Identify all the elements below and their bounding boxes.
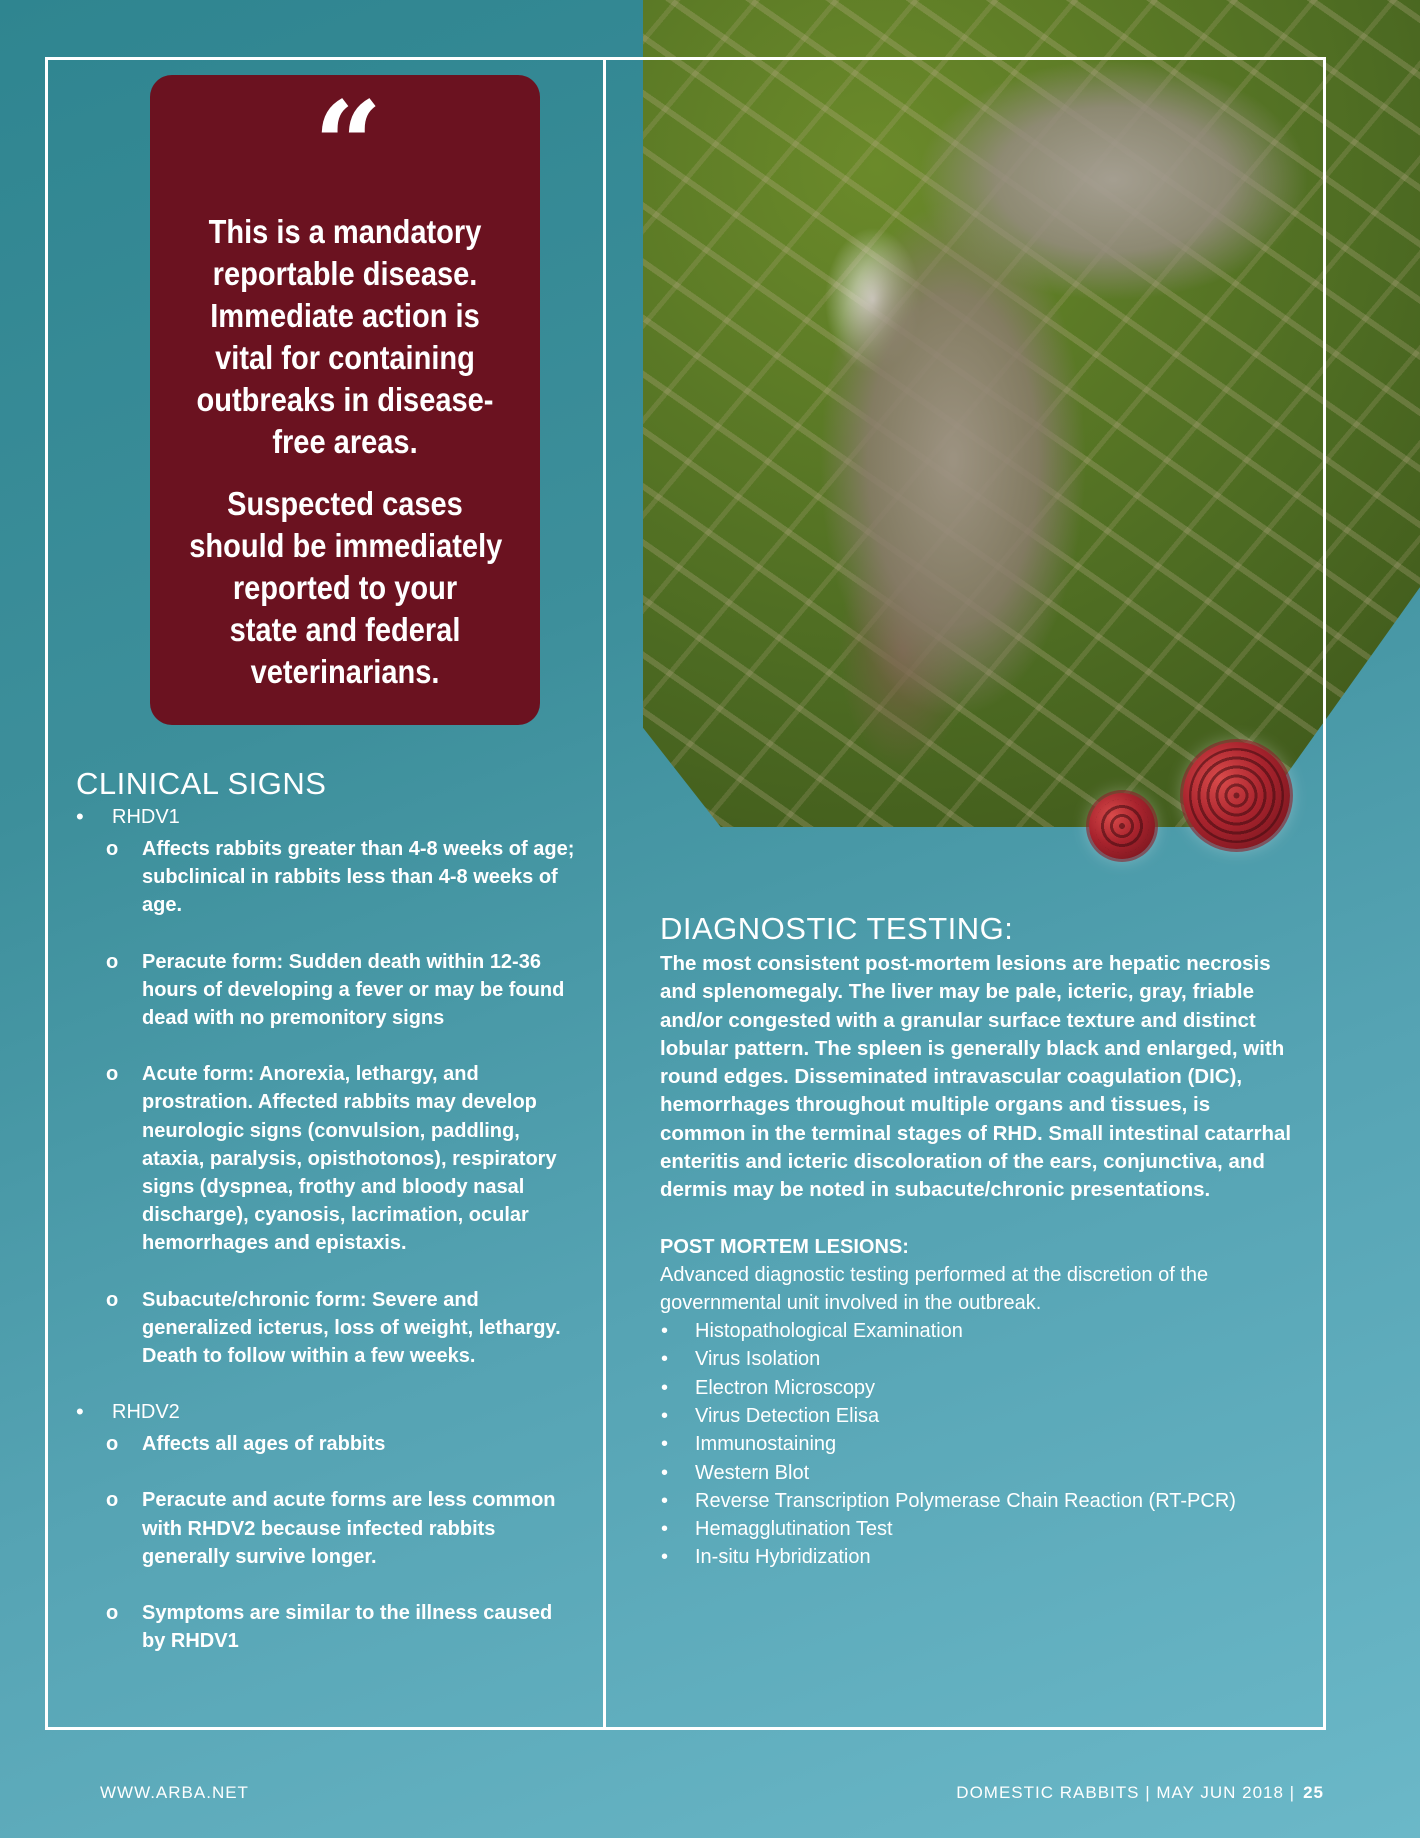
callout-paragraph-report <box>168 483 522 693</box>
list-item: o Peracute form: Sudden death within 12-36 hours of developing a fever or may be found dead with no premonitory signs <box>76 948 576 1033</box>
callout-line: outbreaks in disease- <box>196 381 494 418</box>
list-item: • Immunostaining <box>660 1430 1300 1458</box>
callout-line: reportable disease. <box>212 255 478 292</box>
rhdv1-label: • RHDV1 <box>76 803 576 831</box>
list-item: • Hemagglutination Test <box>660 1515 1300 1543</box>
footer-website: WWW.ARBA.NET <box>100 1783 249 1802</box>
callout-line: vital for containing <box>215 339 475 376</box>
list-item: • Western Blot <box>660 1459 1300 1487</box>
list-item: • Virus Isolation <box>660 1345 1300 1373</box>
list-item: • Reverse Transcription Polymerase Chain Reaction (RT-PCR) <box>660 1487 1300 1515</box>
test-list <box>660 1317 1300 1572</box>
post-mortem-intro: Advanced diagnostic testing performed at the discretion of the governmental unit involved in the outbreak. <box>660 1263 1209 1314</box>
callout-line: should be immediately <box>189 527 503 564</box>
callout-line: veterinarians. <box>250 653 440 690</box>
footer-publication-text: DOMESTIC RABBITS | MAY JUN 2018 | <box>956 1783 1296 1802</box>
list-item: • Histopathological Examination <box>660 1317 1300 1345</box>
callout-line: free areas. <box>272 423 418 460</box>
callout-line: state and federal <box>229 611 461 648</box>
list-item: • Electron Microscopy <box>660 1374 1300 1402</box>
callout-line: This is a mandatory <box>208 213 482 250</box>
list-item: o Symptoms are similar to the illness caused by RHDV1 <box>76 1599 576 1655</box>
list-item: o Affects rabbits greater than 4-8 weeks of age; subclinical in rabbits less than 4-8 weeks of age. <box>76 835 576 920</box>
list-item: o Acute form: Anorexia, lethargy, and prostration. Affected rabbits may develop neurologic signs (convulsion, paddling, ataxia, paralysis, opisthotonos), respiratory signs (dyspnea, frothy and bloody nasal discharge), cyanosis, lacrimation, ocular hemorrhages and epistaxis. <box>76 1060 576 1257</box>
callout-line: reported to your <box>232 569 458 606</box>
footer-publication <box>956 1783 1324 1803</box>
callout-line: Immediate action is <box>210 297 480 334</box>
page-number: 25 <box>1303 1783 1324 1802</box>
list-item: o Peracute and acute forms are less common with RHDV2 because infected rabbits generally survive longer. <box>76 1486 576 1571</box>
clinical-signs-section <box>76 765 576 1655</box>
list-item: • In-situ Hybridization <box>660 1543 1300 1571</box>
list-item: o Subacute/chronic form: Severe and generalized icterus, loss of weight, lethargy. Death to follow within a few weeks. <box>76 1286 576 1371</box>
callout-box <box>150 75 540 725</box>
diagnostic-body: The most consistent post-mortem lesions are hepatic necrosis and splenomegaly. The liver may be pale, icteric, gray, friable and/or congested with a granular surface texture and distinct lobular pattern. The spleen is generally black and enlarged, with round edges. Disseminated intravascular coagulation (DIC), hemorrhages throughout multiple organs and tissues, is common in the terminal stages of RHD. Small intestinal catarrhal enteritis and icteric discoloration of the ears, conjunctiva, and dermis may be noted in subacute/chronic presentations. <box>660 952 1292 1202</box>
clinical-signs-title: CLINICAL SIGNS <box>76 766 327 801</box>
callout-paragraph-mandatory <box>168 211 522 463</box>
callout-line: Suspected cases <box>227 485 463 522</box>
post-mortem-title: POST MORTEM LESIONS: <box>660 1235 909 1258</box>
list-item: o Affects all ages of rabbits <box>76 1430 576 1458</box>
rhdv2-label: • RHDV2 <box>76 1398 576 1426</box>
quote-mark-icon: “ <box>313 75 377 216</box>
list-item: • Virus Detection Elisa <box>660 1402 1300 1430</box>
diagnostic-testing-section <box>660 910 1300 1572</box>
column-divider <box>603 60 606 1727</box>
diagnostic-testing-title: DIAGNOSTIC TESTING: <box>660 911 1014 946</box>
